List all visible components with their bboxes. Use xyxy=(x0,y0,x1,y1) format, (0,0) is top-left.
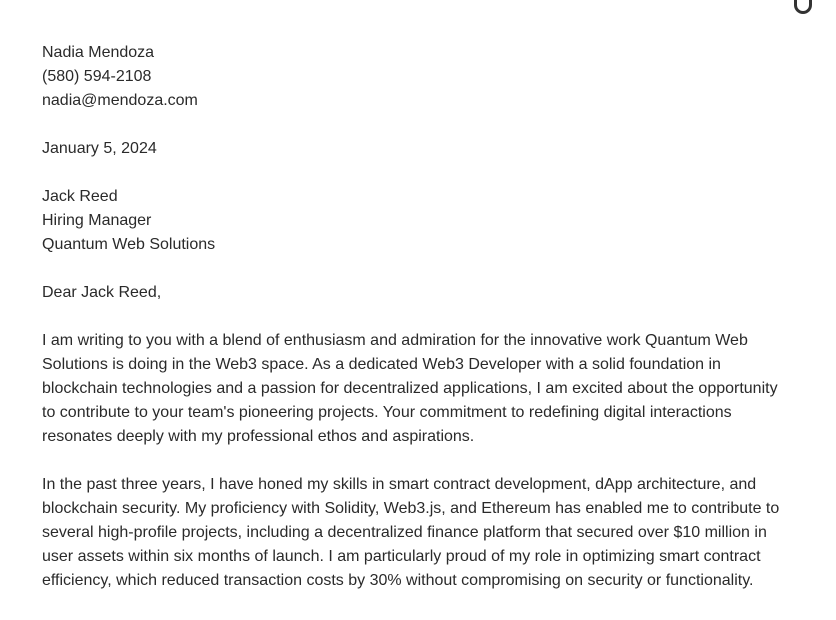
letter-date: January 5, 2024 xyxy=(42,140,157,157)
paragraph-line: resonates deeply with my professional ethos and aspirations. xyxy=(42,428,475,445)
recipient-name: Jack Reed xyxy=(42,188,118,205)
paragraph-line: user assets within six months of launch. I am particularly proud of my role in optimizing smart contract xyxy=(42,548,761,565)
paragraph-line: blockchain technologies and a passion for decentralized applications, I am excited about the opportunity xyxy=(42,380,778,397)
cover-letter xyxy=(42,41,802,617)
paragraph-line: efficiency, which reduced transaction costs by 30% without compromising on security or functionality. xyxy=(42,572,754,589)
date-block xyxy=(42,137,802,161)
sender-email: nadia@mendoza.com xyxy=(42,92,198,109)
body-paragraph-2 xyxy=(42,473,802,593)
salutation-block xyxy=(42,281,802,305)
scroll-hint-icon xyxy=(794,0,812,14)
body-paragraph-1 xyxy=(42,329,802,449)
sender-block xyxy=(42,41,802,113)
paragraph-line: I am writing to you with a blend of enthusiasm and admiration for the innovative work Quantum Web xyxy=(42,332,748,349)
paragraph-line: several high-profile projects, including a decentralized finance platform that secured over $10 million in xyxy=(42,524,767,541)
paragraph-line: to contribute to your team's pioneering projects. Your commitment to redefining digital interactions xyxy=(42,404,732,421)
recipient-block xyxy=(42,185,802,257)
paragraph-line: blockchain security. My proficiency with Solidity, Web3.js, and Ethereum has enabled me to contribute to xyxy=(42,500,780,517)
recipient-company: Quantum Web Solutions xyxy=(42,236,216,253)
recipient-title: Hiring Manager xyxy=(42,212,152,229)
paragraph-line: In the past three years, I have honed my skills in smart contract development, dApp architecture, and xyxy=(42,476,757,493)
sender-phone: (580) 594-2108 xyxy=(42,68,152,85)
paragraph-line: Solutions is doing in the Web3 space. As a dedicated Web3 Developer with a solid foundation in xyxy=(42,356,721,373)
salutation: Dear Jack Reed, xyxy=(42,284,162,301)
sender-name: Nadia Mendoza xyxy=(42,44,155,61)
